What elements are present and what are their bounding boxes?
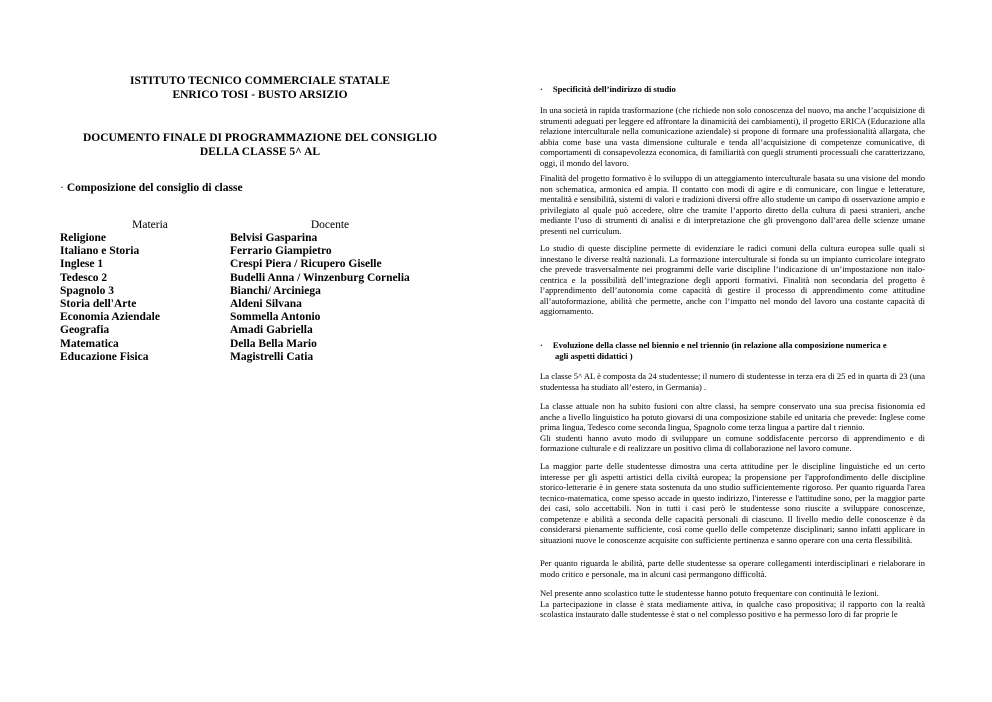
paragraph-text: Per quanto riguarda le abilità, parte delle studentesse sa operare collegamenti interdisciplinari e rielaborare in modo critico e personale, ma in alcuni casi permangono difficoltà. — [540, 558, 925, 579]
docente-cell: Aldeni Silvana — [230, 297, 302, 310]
evolution-heading-line-1: Evoluzione della classe nel biennio e nel triennio (in relazione alla composizione numerica e — [552, 340, 887, 350]
school-name — [60, 74, 460, 102]
paragraph-text: La partecipazione in classe è stata mediamente attiva, in qualche caso propositiva; il rapporto con la realtà scolastica instaurato dalle studentesse è stat o nel complesso positivo e ha permesso loro di far proprie le — [540, 598, 925, 619]
paragraph-text: Lo studio di queste discipline permette di evidenziare le radici comuni della cultura europea sulle quali si innestano le diverse realtà nazionali. La formazione interculturale si fonda su un impianto curricolare integrato che prevede trasversalmente nei programmi delle varie discipline l’indicazione di un’impostazione non italo-centrica e la possibilità dell’integrazione degli apporti formativi. Finalità non secondaria del progetto è l’apprendimento dell’autonomia come capacità di gestire il processo di apprendimento come attitudine all’autoformazione, abilità che permette, anche con l’impatto nel mondo del lavoro una costante capacità di aggiornamento. — [540, 243, 925, 316]
document-title-line-2: DELLA CLASSE 5^ AL — [199, 146, 321, 158]
materia-cell: Educazione Fisica — [60, 350, 149, 363]
paragraph-composizione — [540, 371, 925, 392]
column-header-materia: Materia — [132, 219, 168, 231]
docente-cell: Ferrario Giampietro — [230, 245, 332, 258]
bullet: · — [540, 84, 543, 94]
paragraph-abilita — [540, 558, 925, 579]
materia-column — [60, 232, 230, 364]
paragraph-text: Gli studenti hanno avuto modo di sviluppare un comune soddisfacente percorso di apprendimento e di formazione culturale e di realizzare un positivo clima di collaborazione nel lavoro comune. — [540, 432, 925, 453]
document-title-line-1: DOCUMENTO FINALE DI PROGRAMMAZIONE DEL CONSIGLIO — [82, 132, 438, 144]
paragraph-studio — [540, 243, 925, 317]
bullet: · — [540, 340, 543, 350]
column-header-docente: Docente — [310, 219, 350, 231]
docente-cell: Bianchi/ Arciniega — [230, 284, 321, 297]
specificity-heading-text: Specificità dell’indirizzo di studio — [552, 84, 676, 94]
paragraph-text: Nel presente anno scolastico tutte le studentesse hanno potuto frequentare con continuità le lezioni. — [540, 588, 879, 598]
docente-cell: Amadi Gabriella — [230, 324, 313, 337]
paragraph-text: La classe 5^ AL è composta da 24 studentesse; il numero di studentesse in terza era di 25 ed in quarta di 23 (una studentessa ha studiato all’estero, in Germania) . — [540, 371, 925, 392]
paragraph-frequenza — [540, 588, 925, 620]
bullet: · — [60, 182, 64, 194]
paragraph-attitudini — [540, 461, 925, 545]
paragraph-erica — [540, 105, 925, 168]
evolution-heading-line-2: agli aspetti didattici ) — [555, 350, 633, 361]
docente-cell: Della Bella Mario — [230, 337, 317, 350]
school-line-1: ISTITUTO TECNICO COMMERCIALE STATALE — [130, 75, 390, 87]
docente-cell: Belvisi Gasparina — [230, 232, 318, 244]
evolution-heading — [540, 340, 925, 361]
docente-cell: Magistrelli Catia — [230, 350, 314, 363]
materia-cell: Economia Aziendale — [60, 311, 160, 324]
materia-cell: Italiano e Storia — [60, 245, 140, 258]
paragraph-text: La classe attuale non ha subito fusioni con altre classi, ha sempre conservato una sua precisa fisionomia ed anche a livello linguistico ha potuto giovarsi di una composizione stabile ed unitaria che prevede: Inglese come prima lingua, Tedesco come seconda lingua, Spagnolo come terza lingua a partire dal t riennio. — [540, 401, 925, 432]
materia-cell: Spagnolo 3 — [60, 284, 115, 297]
paragraph-text: In una società in rapida trasformazione (che richiede non solo conoscenza del nuovo, ma anche l’acquisizione di strumenti adeguati per leggere ed affrontare la dinamicità dei cambiamenti), il progetto ERICA (Educazione alla relazione interculturale nella comunicazione aziendale) si propone di formare una professionalità allargata, che abbia come base una vasta dimensione culturale e tenda all’acquisizione di competenze comunicative, di comportamenti di consapevolezza economica, di familiarità con quegli strumenti processuali che caratterizzano, oggi, il mondo del lavoro. — [540, 105, 925, 168]
materia-cell: Religione — [60, 232, 106, 244]
docente-column — [230, 232, 490, 364]
paragraph-finalita — [540, 173, 925, 236]
docente-cell: Budelli Anna / Winzenburg Cornelia — [230, 271, 410, 284]
paragraph-text: La maggior parte delle studentesse dimostra una certa attitudine per le discipline linguistiche ed un certo interesse per gli aspetti artistici della civiltà europea; la propensione per l'approfondimento delle discipline storico-letterarie è in genere stata sostenuta da uno studio sufficientemente rigoroso. Per quanto riguarda l'area tecnico-matematica, come spesso accade in questo indirizzo, l'interesse e l'attitudine sono, per la maggior parte dei casi, solo accettabili. Non in tutti i casi però le studentesse sono riuscite a sviluppare conoscenze, competenze e abilità a seconda delle capacità personali di ciascuno. Il livello medio delle conoscenze è da considerarsi pienamente sufficiente, così come quello delle competenze disciplinari; sanno infatti applicare in situazioni nuove le conoscenze acquisite con sufficiente pertinenza e sanno operare con una certa flessibilità. — [540, 461, 925, 545]
docente-cell: Crespi Piera / Ricupero Giselle — [230, 258, 382, 271]
materia-cell: Geografia — [60, 324, 110, 337]
paragraph-classe-attuale — [540, 401, 925, 454]
document-title — [60, 131, 460, 159]
materia-cell: Storia dell'Arte — [60, 297, 137, 310]
materia-cell: Inglese 1 — [60, 258, 104, 271]
docente-cell: Sommella Antonio — [230, 311, 321, 324]
paragraph-text: Finalità del progetto formativo è lo sviluppo di un atteggiamento interculturale basata su una visione del mondo non schematica, armonica ed ampia. Il contatto con modi di agire e di comunicare, con lingue e letterature, mentalità e sensibilità, sistemi di valori e tradizioni diversi offre allo studente un campo di osservazione ampio e privilegiato al quale può accedere, oltre che tramite l’apporto diretto della cultura di paesi stranieri, anche mediante l’uso di strumenti di analisi e di interpretazione che gli provengono dall’area delle scienze umane presenti nel curriculum. — [540, 173, 925, 236]
council-heading — [60, 182, 243, 194]
specificity-heading — [540, 84, 676, 94]
materia-cell: Tedesco 2 — [60, 271, 108, 284]
school-line-2: ENRICO TOSI - BUSTO ARSIZIO — [172, 89, 348, 101]
council-heading-text: Composizione del consiglio di classe — [66, 182, 243, 194]
materia-cell: Matematica — [60, 337, 119, 350]
